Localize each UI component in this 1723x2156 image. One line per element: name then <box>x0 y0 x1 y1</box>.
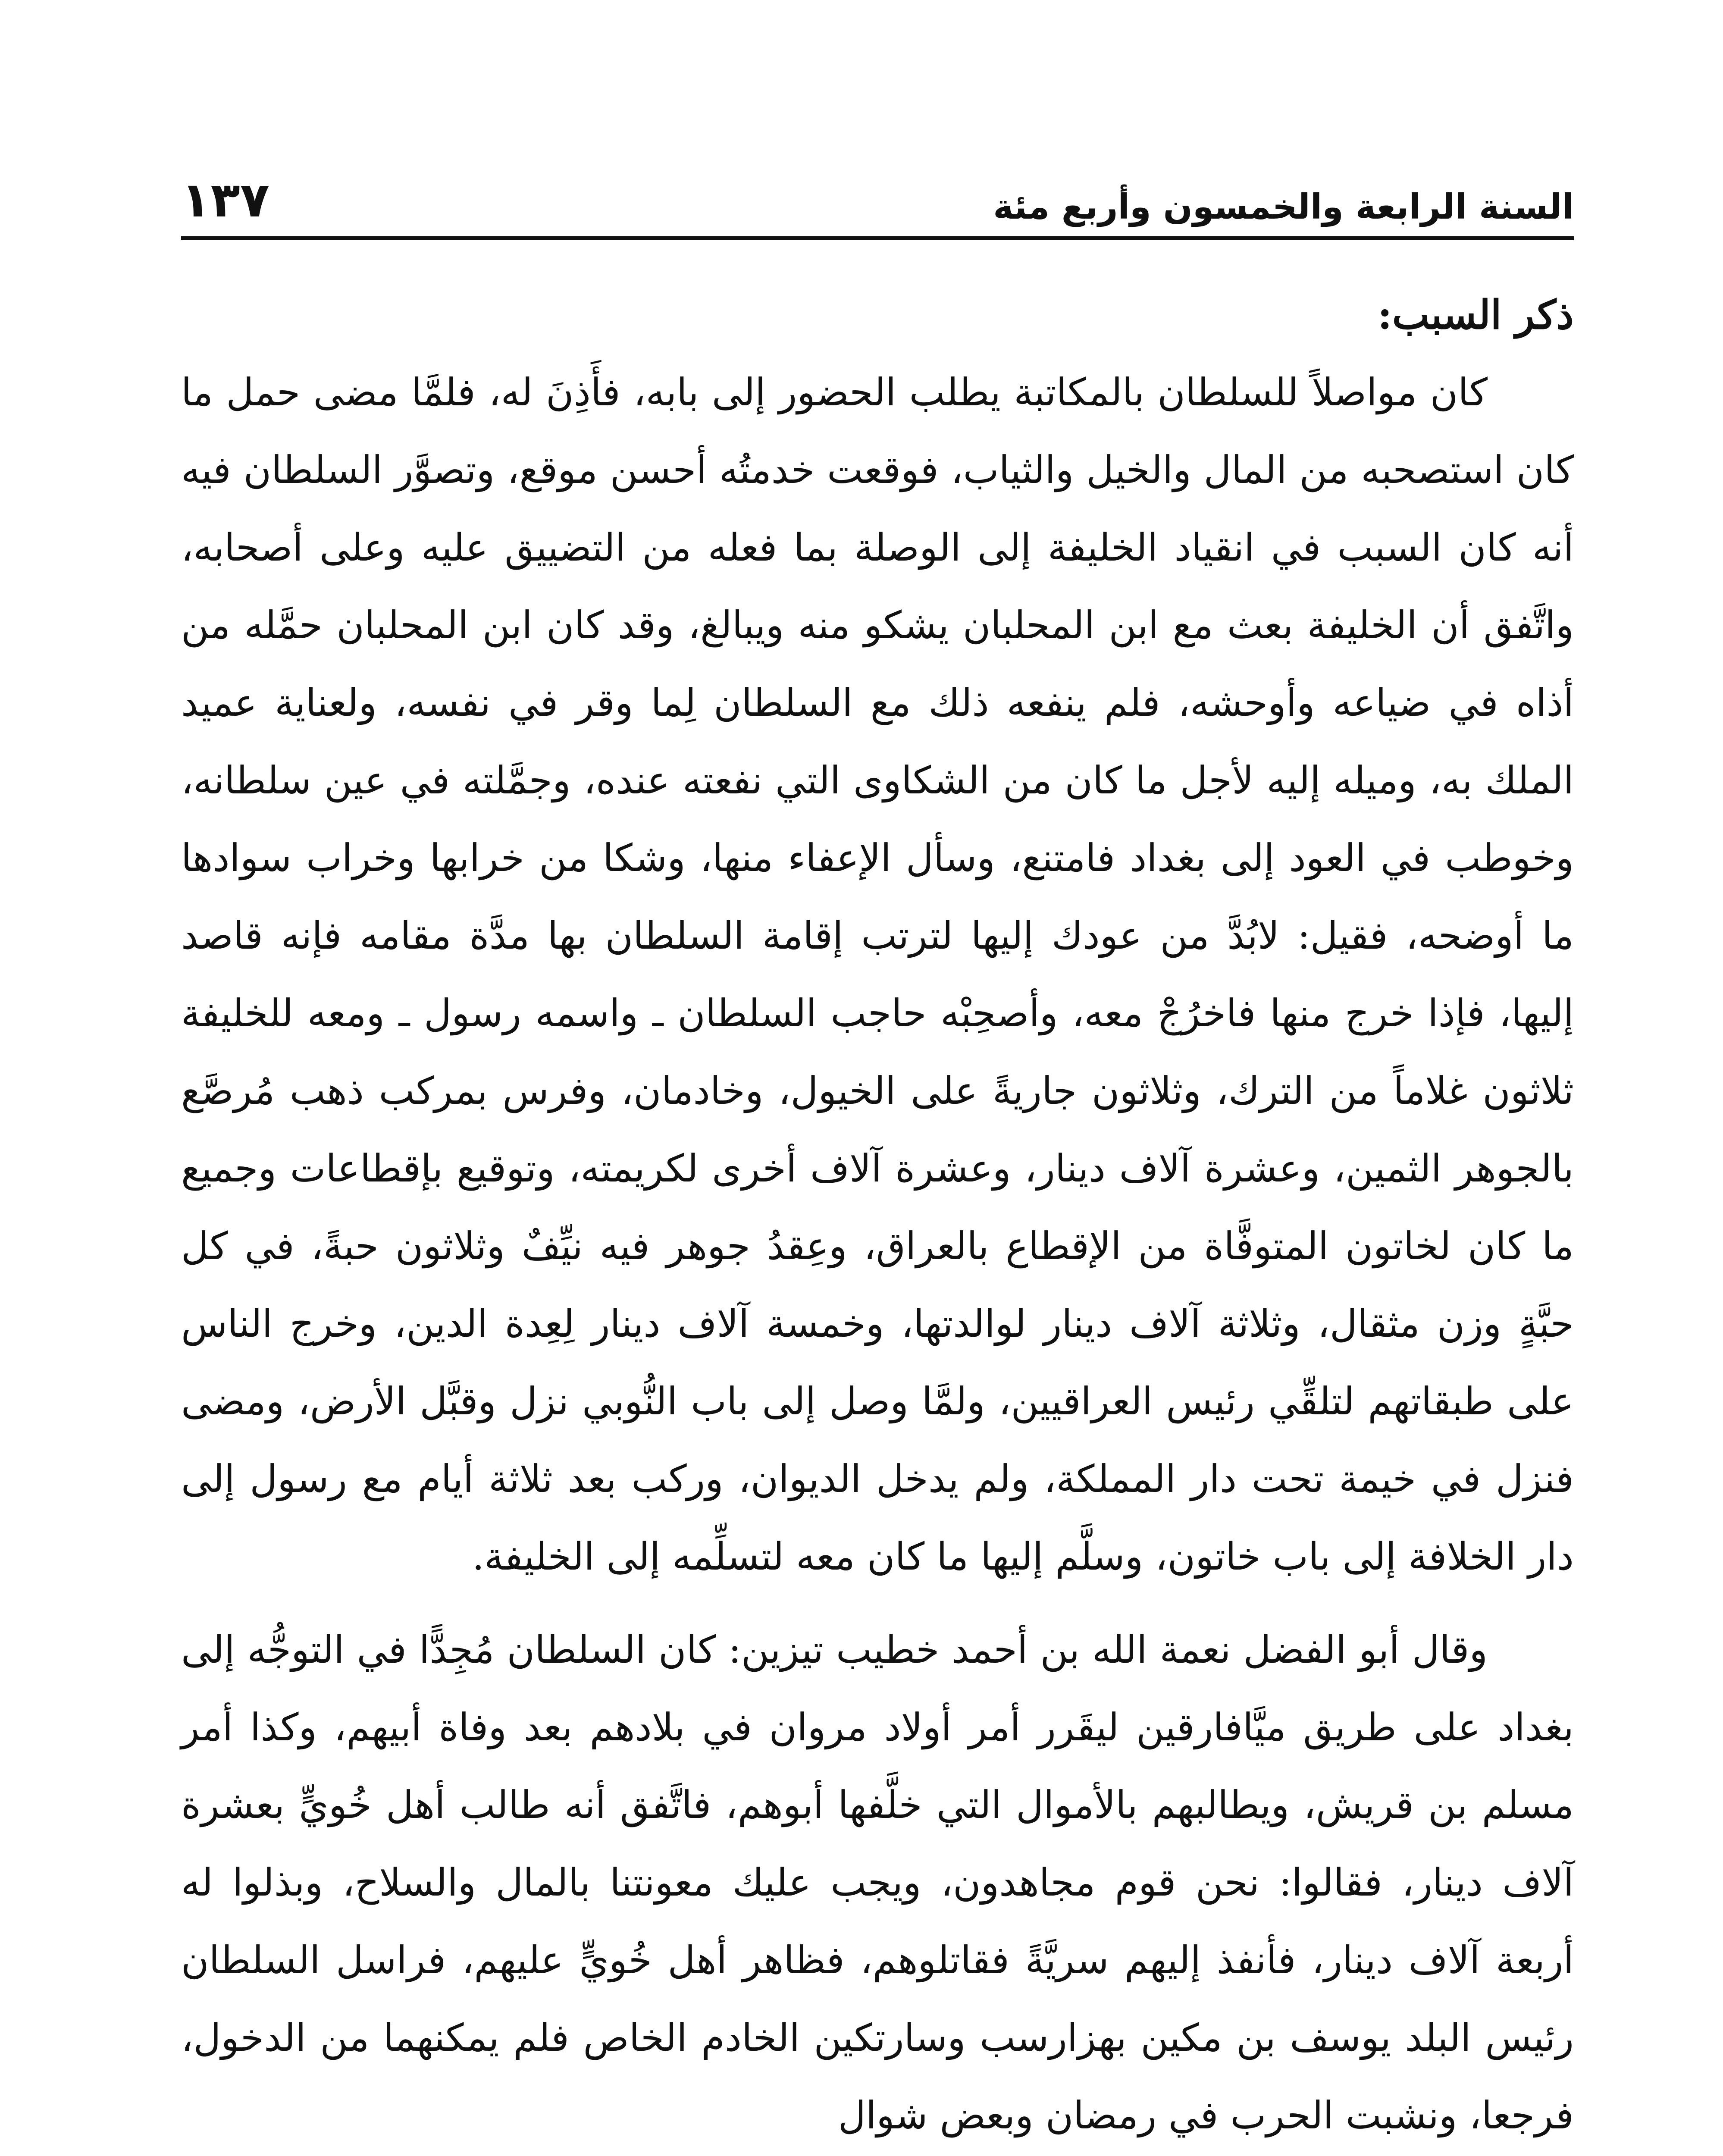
body-text <box>181 276 1574 2154</box>
running-head <box>181 155 1574 228</box>
section-heading: ذكر السبب: <box>1377 291 1574 338</box>
paragraph-1: كان مواصلاً للسلطان بالمكاتبة يطلب الحضور إلى بابه، فأَذِنَ له، فلمَّا مضى حمل ما كان استصحبه من المال والخيل والثياب، فوقعت خدمتُه أحسن موقع، وتصوَّر السلطان فيه أنه كان السبب في انقياد الخليفة إلى الوصلة بما فعله من التضييق عليه وعلى أصحابه، واتَّفق أن الخليفة بعث مع ابن المحلبان يشكو منه ويبالغ، وقد كان ابن المحلبان حمَّله من أذاه في ضياعه وأوحشه، فلم ينفعه ذلك مع السلطان لِما وقر في نفسه، ولعناية عميد الملك به، وميله إليه لأجل ما كان من الشكاوى التي نفعته عنده، وجمَّلته في عين سلطانه، وخوطب في العود إلى بغداد فامتنع، وسأل الإعفاء منها، وشكا من خرابها وخراب سوادها ما أوضحه، فقيل: لابُدَّ من عودك إليها لترتب إقامة السلطان بها مدَّة مقامه فإنه قاصد إليها، فإذا خرج منها فاخرُجْ معه، وأصحِبْه حاجب السلطان ـ واسمه رسول ـ ومعه للخليفة ثلاثون غلاماً من الترك، وثلاثون جاريةً على الخيول، وخادمان، وفرس بمركب ذهب مُرصَّع بالجوهر الثمين، وعشرة آلاف دينار، وعشرة آلاف أخرى لكريمته، وتوقيع بإقطاعات وجميع ما كان لخاتون المتوفَّاة من الإقطاع بالعراق، وعِقدُ جوهر فيه نيِّفٌ وثلاثون حبةً، في كل حبَّةٍ وزن مثقال، وثلاثة آلاف دينار لوالدتها، وخمسة آلاف دينار لِعِدة الدين، وخرج الناس على طبقاتهم لتلقِّي رئيس العراقيين، ولمَّا وصل إلى باب النُّوبي نزل وقبَّل الأرض، ومضى فنزل في خيمة تحت دار المملكة، ولم يدخل الديوان، وركب بعد ثلاثة أيام مع رسول إلى دار الخلافة إلى باب خاتون، وسلَّم إليها ما كان معه لتسلِّمه إلى الخليفة. <box>181 370 1574 1579</box>
paragraph-2: وقال أبو الفضل نعمة الله بن أحمد خطيب تيزين: كان السلطان مُجِدًّا في التوجُّه إلى بغداد على طريق ميَّافارقين ليقَرر أمر أولاد مروان في بلادهم بعد وفاة أبيهم، وكذا أمر مسلم بن قريش، ويطالبهم بالأموال التي خلَّفها أبوهم، فاتَّفق أنه طالب أهل خُويٍّ بعشرة آلاف دينار، فقالوا: نحن قوم مجاهدون، ويجب عليك معونتنا بالمال والسلاح، وبذلوا له أربعة آلاف دينار، فأنفذ إليهم سريَّةً فقاتلوهم، فظاهر أهل خُويٍّ عليهم، فراسل السلطان رئيس البلد يوسف بن مكين بهزارسب وسارتكين الخادم الخاص فلم يمكنهما من الدخول، فرجعا، ونشبت الحرب في رمضان وبعض شوال <box>181 1627 1574 2137</box>
header-rule <box>181 236 1574 240</box>
running-title: السنة الرابعة والخمسون وأربع مئة <box>993 187 1574 227</box>
page-number: ١٣٧ <box>181 172 270 228</box>
